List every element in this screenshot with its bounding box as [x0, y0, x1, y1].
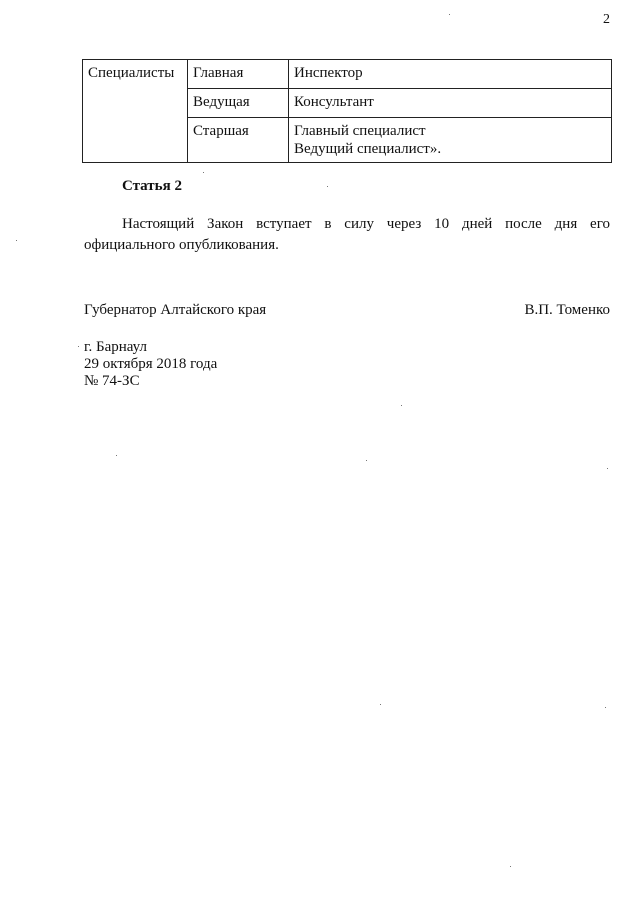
page-number: 2 [603, 12, 610, 27]
article-heading: Статья 2 [122, 178, 182, 194]
article-text: Настоящий Закон вступает в силу через 10 дней после дня его официального опубликования. [84, 216, 610, 253]
category-cell: Ведущая [188, 89, 289, 118]
scan-speck [449, 14, 450, 15]
title-line: Инспектор [294, 65, 363, 81]
scan-speck [78, 346, 79, 347]
scan-speck [16, 240, 17, 241]
signatory-position: Губернатор Алтайского края [84, 302, 267, 318]
table-row [83, 60, 612, 89]
law-date: 29 октября 2018 года [84, 356, 218, 372]
category-cell: Главная [188, 60, 289, 89]
title-line: Ведущий специалист». [294, 141, 442, 157]
title-cell [289, 89, 612, 118]
scan-speck [510, 866, 511, 867]
scan-speck [380, 704, 381, 705]
city: г. Барнаул [84, 339, 147, 355]
positions-table [82, 59, 612, 163]
title-line: Главный специалист [294, 123, 426, 139]
place-date-block [84, 339, 217, 390]
scan-speck [116, 455, 117, 456]
category-cell: Старшая [188, 118, 289, 163]
title-cell [289, 118, 612, 163]
scan-speck [607, 468, 608, 469]
title-line: Консультант [294, 94, 374, 110]
scan-speck [327, 186, 328, 187]
scan-speck [203, 172, 204, 173]
scan-speck [366, 460, 367, 461]
signature-block [84, 302, 610, 319]
scan-speck [605, 707, 606, 708]
group-cell: Специалисты [83, 60, 188, 163]
scan-speck [401, 405, 402, 406]
law-number: № 74-ЗС [84, 373, 140, 389]
signatory-name: В.П. Томенко [524, 302, 610, 318]
title-cell [289, 60, 612, 89]
